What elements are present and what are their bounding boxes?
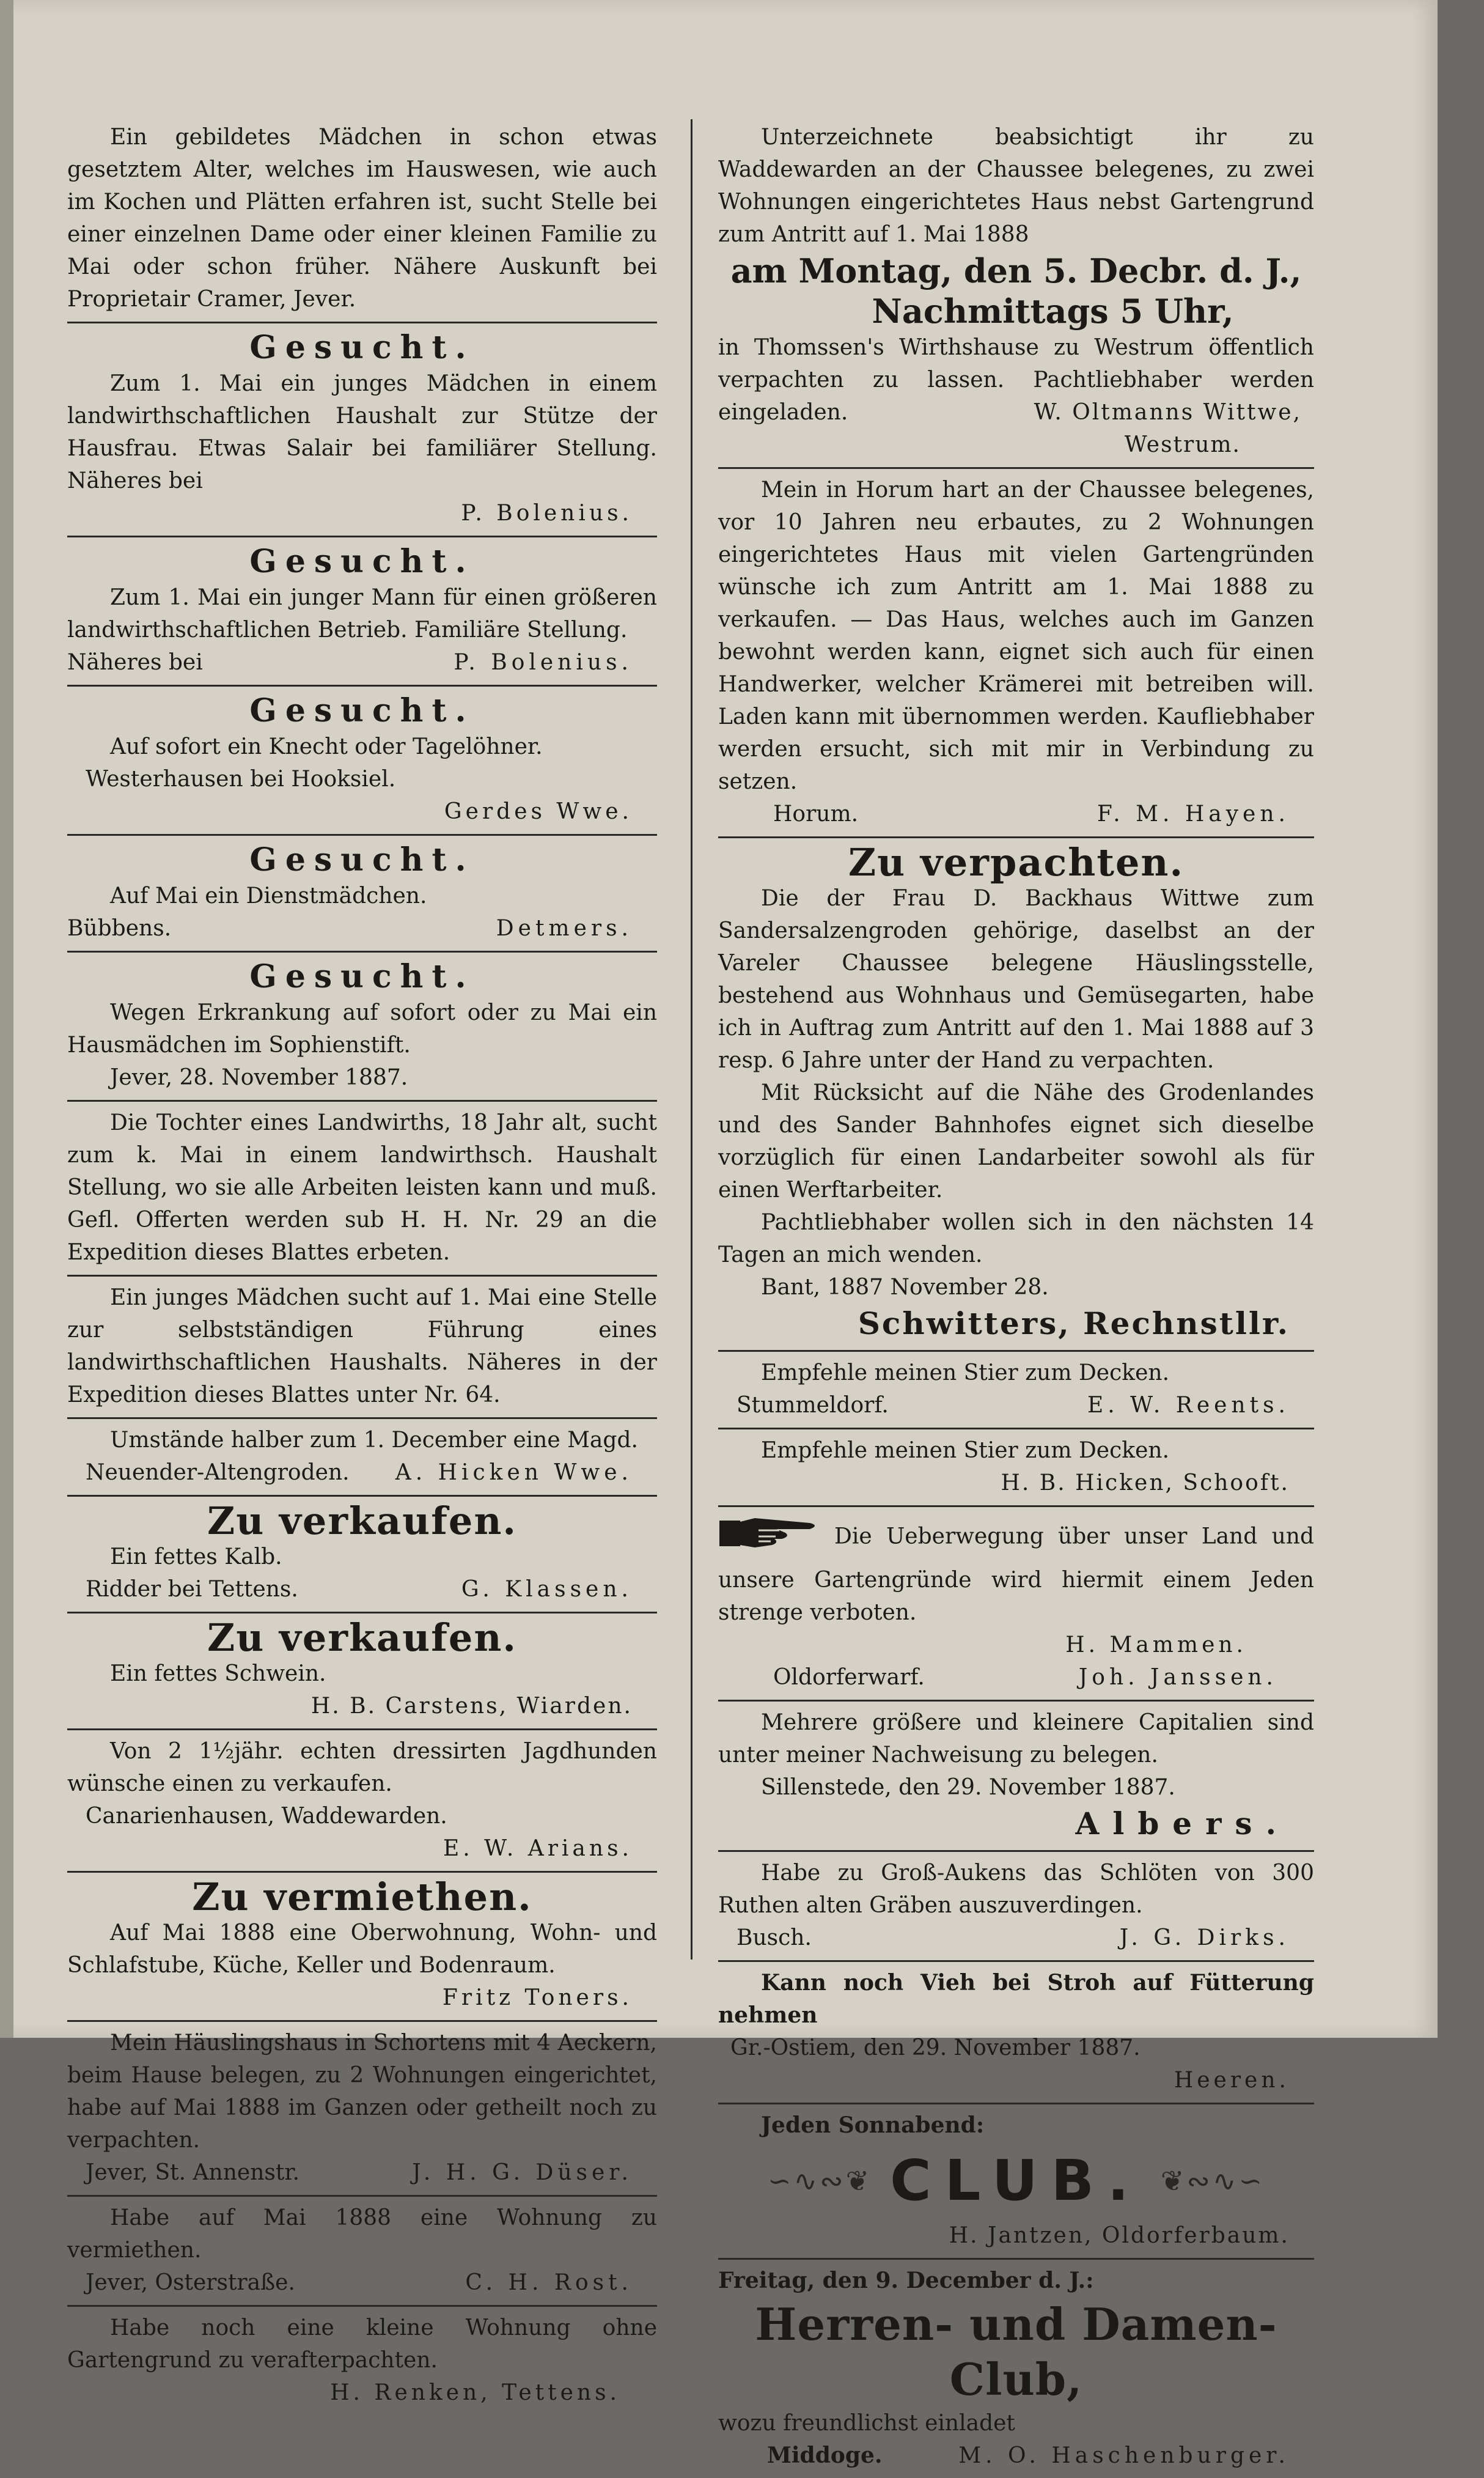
- ad-footer: [718, 2439, 1314, 2472]
- ad-headline: Herren- und Damen-Club,: [755, 2298, 1277, 2405]
- ad-text-body: Die Ueberwegung über unser Land und unsere Gartengründe wird hiermit einem Jeden strenge verboten.: [718, 1524, 1314, 1625]
- ad-text: Kann noch Vieh bei Stroh auf Fütterung nehmen: [718, 1970, 1314, 2028]
- ad-footer-left: Neuender-Altengroden.: [86, 1460, 350, 1485]
- ad-text: Umstände halber zum 1. December eine Magd.: [110, 1428, 638, 1453]
- ad-text: Pachtliebhaber wollen sich in den nächsten 14 Tagen an mich wenden.: [718, 1210, 1314, 1267]
- club-title: CLUB.: [890, 2148, 1142, 2213]
- ad-text: Freitag, den 9. December d. J.:: [718, 2268, 1094, 2293]
- classified-ad: [67, 1102, 657, 1277]
- ad-footer: [67, 2266, 657, 2299]
- classified-ad: [67, 953, 657, 1102]
- ad-text: wozu freundlichst einladet: [718, 2411, 1015, 2436]
- ad-time-headline: Nachmittags 5 Uhr,: [872, 292, 1234, 331]
- classified-ad: [67, 1613, 657, 1730]
- ad-footer-left: Oldorferwarf.: [773, 1665, 925, 1690]
- house-sale-ad: [718, 469, 1314, 838]
- ad-footer-left: Ridder bei Tettens.: [86, 1577, 298, 1602]
- left-column: [67, 116, 657, 2415]
- ad-text: Auf Mai ein Dienstmädchen.: [110, 883, 427, 909]
- ad-signature: J. G. Dirks.: [1119, 1925, 1290, 1950]
- ad-signature: F. M. Hayen.: [1096, 802, 1290, 827]
- ad-signature: Detmers.: [496, 916, 633, 941]
- ad-footer: [718, 1922, 1314, 1954]
- ad-footer: [67, 1456, 657, 1489]
- ad-footer-left: Näheres bei: [67, 650, 203, 675]
- classified-ad: [67, 1419, 657, 1497]
- ad-signature: P. Bolenius.: [454, 650, 633, 675]
- club-ad: [718, 2260, 1314, 2478]
- ad-footer-left: Horum.: [773, 802, 859, 827]
- ad-signature: E. W. Arians.: [443, 1836, 633, 1861]
- ad-text: Von 2 1½jähr. echten dressirten Jagdhunden wünsche einen zu verkaufen.: [67, 1739, 657, 1796]
- ad-text: Jeden Sonnabend:: [761, 2112, 985, 2138]
- classified-ad: [67, 687, 657, 836]
- ad-signature: C. H. Rost.: [465, 2270, 633, 2295]
- ad-signature: M. O. Haschenburger.: [958, 2443, 1290, 2468]
- ad-signature: Fritz Toners.: [442, 1985, 633, 2010]
- classified-ad: [67, 1277, 657, 1419]
- ad-date-headline: am Montag, den 5. Decbr. d. J.,: [730, 251, 1302, 290]
- ornament-icon: ❦∾∿∽: [1160, 2164, 1265, 2197]
- classified-ad: [67, 116, 657, 323]
- classified-ad: [67, 836, 657, 953]
- ad-text: in Thomssen's Wirthshause zu Westrum öffentlich verpachten zu lassen. Pachtliebhaber werden eingeladen.: [718, 335, 1314, 425]
- ad-text: Canarienhausen, Waddewarden.: [86, 1804, 447, 1829]
- pointing-hand-icon: [718, 1512, 822, 1564]
- ad-text: Empfehle meinen Stier zum Decken.: [761, 1438, 1170, 1463]
- column-divider: [691, 119, 692, 1960]
- ad-signature: H. Renken, Tettens.: [330, 2380, 620, 2405]
- classified-ad: [718, 1352, 1314, 1429]
- ad-signature: Gerdes Wwe.: [444, 799, 633, 824]
- club-banner: [718, 2148, 1314, 2213]
- ad-footer: [718, 798, 1314, 830]
- classified-ad: [67, 2197, 657, 2307]
- ad-text: Habe noch eine kleine Wohnung ohne Gartengrund zu verafterpachten.: [67, 2315, 657, 2373]
- ad-heading: Gesucht.: [249, 841, 475, 879]
- ad-signature: J. H. G. Düser.: [412, 2160, 633, 2185]
- ad-footer-left: Jever, St. Annenstr.: [86, 2160, 300, 2185]
- ad-text: Ein junges Mädchen sucht auf 1. Mai eine Stelle zur selbstständigen Führung eines landwirthschaftlichen Haushalts. Näheres in der Expedition dieses Blattes unter Nr. 64.: [67, 1285, 657, 1407]
- ad-text: Auf Mai 1888 eine Oberwohnung, Wohn- und Schlafstube, Küche, Keller und Bodenraum.: [67, 1920, 657, 1978]
- classified-ad: [67, 2022, 657, 2197]
- classified-ad: [67, 1497, 657, 1613]
- ad-date: Gr.-Ostiem, den 29. November 1887.: [730, 2035, 1141, 2060]
- classified-ad: [67, 537, 657, 687]
- ad-text: Ein gebildetes Mädchen in schon etwas gesetztem Alter, welches im Hauswesen, wie auch im Kochen und Plätten erfahren ist, sucht Stelle bei einer einzelnen Dame oder einer kleinen Familie zu Mai oder schon früher. Nähere Auskunft bei Proprietair Cramer, Jever.: [67, 125, 657, 312]
- ad-footer-left: Bübbens.: [67, 916, 172, 941]
- ad-heading: Zu verpachten.: [848, 840, 1185, 885]
- ad-footer: [718, 1389, 1314, 1422]
- ad-date: Jever, 28. November 1887.: [110, 1065, 408, 1090]
- ad-signature: H. Mammen.: [1065, 1632, 1247, 1658]
- ad-heading: Gesucht.: [249, 329, 475, 366]
- ad-signature: W. Oltmanns Wittwe,: [1034, 400, 1302, 425]
- ad-signature: Heeren.: [1174, 2068, 1290, 2093]
- ad-signature: Albers.: [1075, 1805, 1290, 1842]
- ad-footer-left: Middoge.: [767, 2443, 883, 2468]
- ornament-icon: ∽∿∾❦: [768, 2164, 872, 2197]
- classified-ad: [718, 1429, 1314, 1507]
- ad-signature: H. B. Hicken, Schooft.: [1001, 1470, 1290, 1495]
- ad-heading: Zu verkaufen.: [207, 1615, 518, 1660]
- ad-footer-left: Busch.: [736, 1925, 812, 1950]
- ad-signature: P. Bolenius.: [461, 501, 633, 526]
- ad-text: Die Tochter eines Landwirths, 18 Jahr alt, sucht zum k. Mai in einem landwirthsch. Haushalt Stellung, wo sie alle Arbeiten leisten kann und muß. Gefl. Offerten werden sub H. H. Nr. 29 an die Expedition dieses Blattes erbeten.: [67, 1110, 657, 1265]
- ad-heading: Zu vermiethen.: [192, 1875, 532, 1919]
- ad-footer-left: Stummeldorf.: [736, 1393, 889, 1418]
- ad-footer: [67, 646, 657, 679]
- ad-text: Zum 1. Mai ein junger Mann für einen größeren landwirthschaftlichen Betrieb. Familiäre Stellung.: [67, 585, 657, 643]
- classified-ad: [718, 1852, 1314, 1962]
- ad-text: Westerhausen bei Hooksiel.: [86, 767, 396, 792]
- ad-signature: A. Hicken Wwe.: [395, 1460, 633, 1485]
- ad-text: Mit Rücksicht auf die Nähe des Grodenlandes und des Sander Bahnhofes eignet sich dieselbe vorzüglich für einen Landarbeiter sowohl als für einen Werftarbeiter.: [718, 1080, 1314, 1203]
- ad-footer: [718, 1661, 1314, 1694]
- ad-text: Ein fettes Kalb.: [110, 1544, 282, 1569]
- ad-signature: H. B. Carstens, Wiarden.: [310, 1694, 633, 1719]
- ad-footer-left: Jever, Osterstraße.: [86, 2270, 295, 2295]
- ad-text: Habe auf Mai 1888 eine Wohnung zu vermiethen.: [67, 2205, 657, 2263]
- classified-ad: [718, 1962, 1314, 2104]
- ad-signature: G. Klassen.: [461, 1577, 633, 1602]
- ad-signature: E. W. Reents.: [1087, 1393, 1290, 1418]
- ad-text: Auf sofort ein Knecht oder Tagelöhner.: [110, 734, 543, 759]
- ad-footer: [67, 2156, 657, 2189]
- club-ad: [718, 2104, 1314, 2260]
- ad-heading: Gesucht.: [249, 958, 475, 995]
- ad-date: Bant, 1887 November 28.: [761, 1275, 1049, 1300]
- ad-heading: Zu verkaufen.: [207, 1499, 518, 1543]
- ad-heading: Gesucht.: [249, 692, 475, 729]
- ad-text: [718, 1512, 1314, 1629]
- ad-text: Wegen Erkrankung auf sofort oder zu Mai ein Hausmädchen im Sophienstift.: [67, 1000, 657, 1058]
- ad-text: Mein Häuslingshaus in Schortens mit 4 Aeckern, beim Hause belegen, zu 2 Wohnungen eingerichtet, habe auf Mai 1888 im Ganzen oder getheilt noch zu verpachten.: [67, 2030, 657, 2153]
- ad-text: Die der Frau D. Backhaus Wittwe zum Sandersalzengroden gehörige, daselbst an der Vareler Chaussee belegene Häuslingsstelle, bestehend aus Wohnhaus und Gemüsegarten, habe ich in Auftrag zum Antritt auf den 1. Mai 1888 auf 3 resp. 6 Jahre unter der Hand zu verpachten.: [718, 886, 1314, 1073]
- ad-text: Habe zu Groß-Aukens das Schlöten von 300 Ruthen alten Gräben auszuverdingen.: [718, 1860, 1314, 1918]
- ad-signature: Joh. Janssen.: [1078, 1665, 1277, 1690]
- ad-footer: [67, 912, 657, 945]
- ad-signature: H. Jantzen, Oldorferbaum.: [949, 2223, 1290, 2248]
- ad-text: Mehrere größere und kleinere Capitalien sind unter meiner Nachweisung zu belegen.: [718, 1710, 1314, 1768]
- ad-date: Sillenstede, den 29. November 1887.: [761, 1775, 1175, 1800]
- ad-text: Unterzeichnete beabsichtigt ihr zu Waddewarden an der Chaussee belegenes, zu zwei Wohnungen eingerichtetes Haus nebst Gartengrund zum Antritt auf 1. Mai 1888: [718, 125, 1314, 247]
- ad-text: Empfehle meinen Stier zum Decken.: [761, 1360, 1170, 1385]
- ad-signature: Schwitters, Rechnstllr.: [858, 1305, 1290, 1341]
- ad-heading: Gesucht.: [249, 543, 475, 580]
- auction-ad: [718, 116, 1314, 469]
- page-edge: [0, 0, 13, 2038]
- classified-ad: [67, 1873, 657, 2022]
- right-column: [718, 116, 1314, 2478]
- ad-text: Mein in Horum hart an der Chaussee belegenes, vor 10 Jahren neu erbautes, zu 2 Wohnungen eingerichtetes Haus mit vielen Gartengründen wünsche ich zum Antritt am 1. Mai 1888 zu verkaufen. — Das Haus, welches auch im Ganzen bewohnt werden kann, eignet sich auch für einen Handwerker, welcher Krämerei mit betreiben will. Laden kann mit übernommen werden. Kaufliebhaber werden ersucht, sich mit mir in Verbindung zu setzen.: [718, 478, 1314, 794]
- ad-text: Zum 1. Mai ein junges Mädchen in einem landwirthschaftlichen Haushalt zur Stütze der Hausfrau. Etwas Salair bei familiärer Stellung. Näheres bei: [67, 371, 657, 493]
- classified-ad: [67, 2307, 657, 2415]
- ad-footer: [67, 1573, 657, 1606]
- lease-ad: [718, 838, 1314, 1352]
- ad-signature-place: Westrum.: [1124, 432, 1241, 457]
- classified-ad: [67, 323, 657, 537]
- capital-ad: [718, 1702, 1314, 1852]
- classified-ad: [67, 1730, 657, 1873]
- ad-text: Ein fettes Schwein.: [110, 1661, 326, 1686]
- trespass-notice-ad: [718, 1507, 1314, 1702]
